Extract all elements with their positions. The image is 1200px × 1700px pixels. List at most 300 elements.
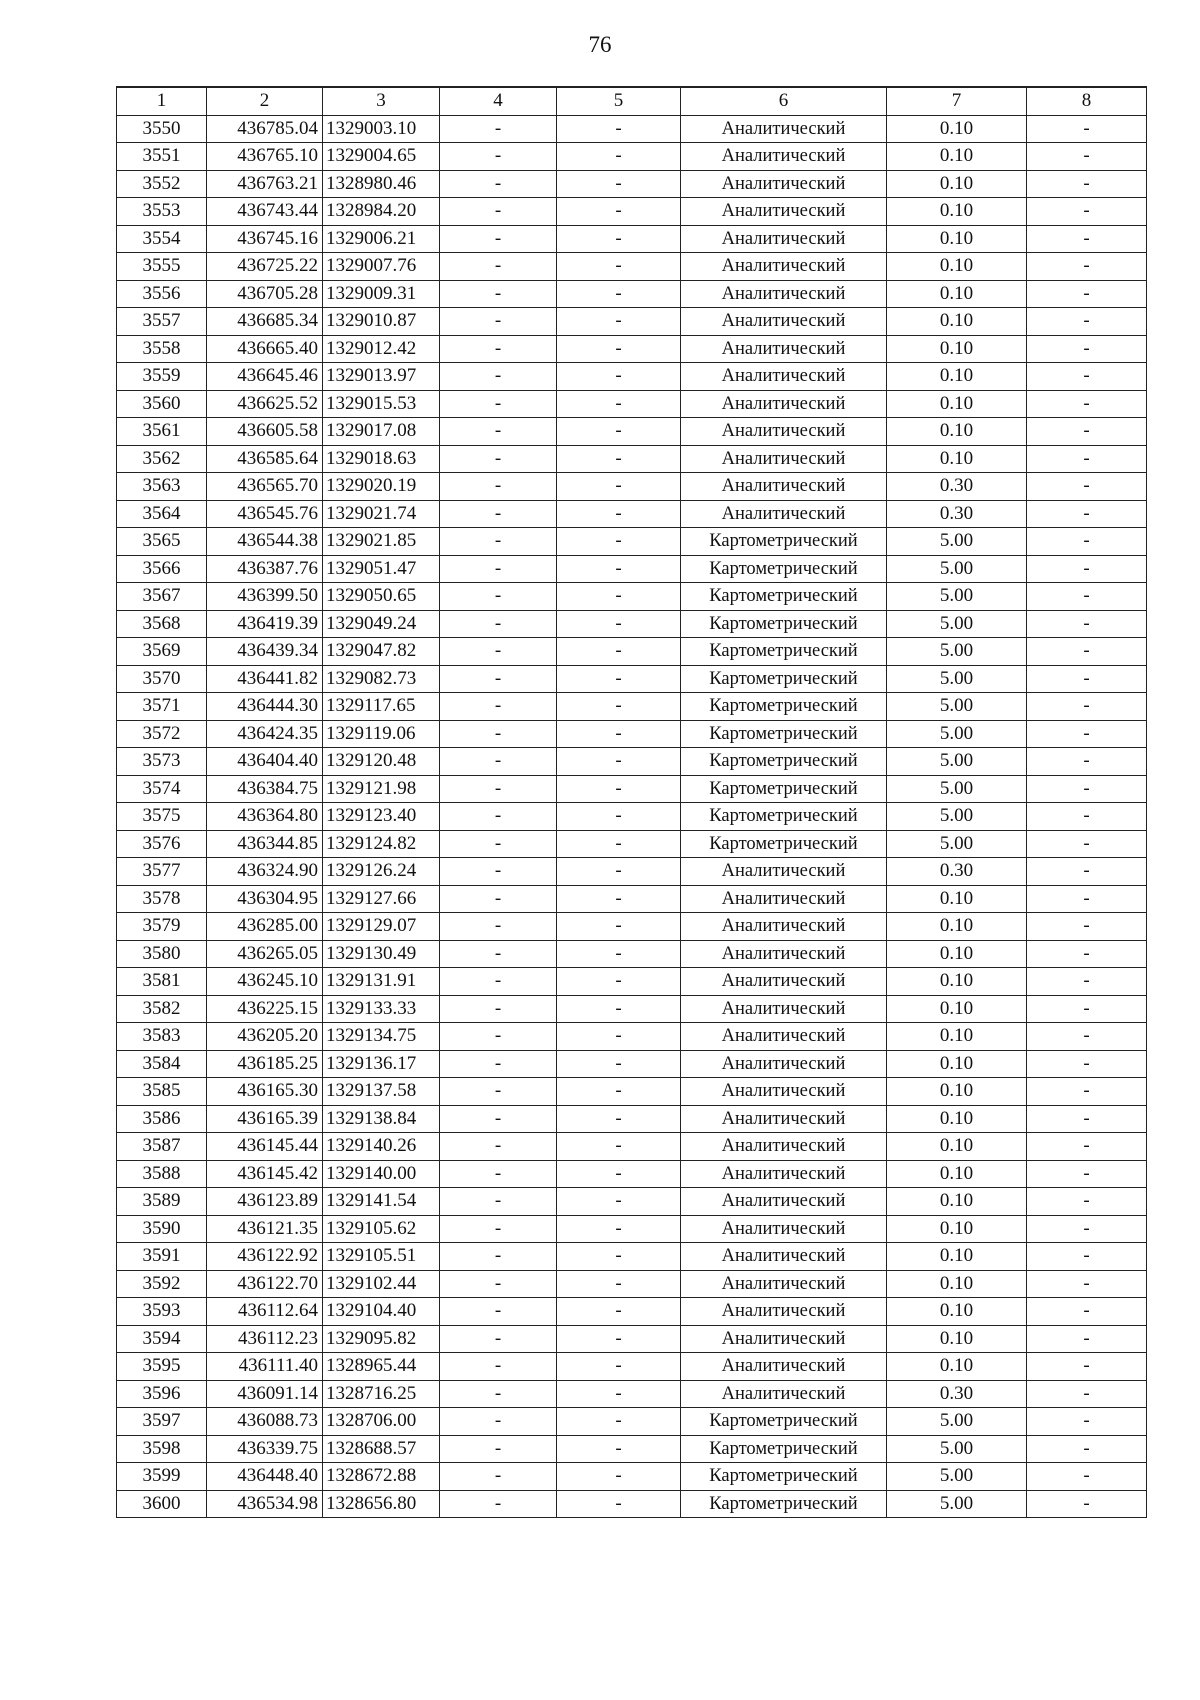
- cell-col-5: -: [557, 693, 681, 721]
- cell-coord-x: 436444.30: [207, 693, 323, 721]
- cell-col-8: -: [1027, 1105, 1147, 1133]
- cell-method: Аналитический: [681, 1353, 887, 1381]
- cell-method: Картометрический: [681, 830, 887, 858]
- table-row: [117, 583, 1147, 611]
- table-row: [117, 1435, 1147, 1463]
- cell-col-8: -: [1027, 143, 1147, 171]
- cell-method: Аналитический: [681, 1380, 887, 1408]
- cell-coord-x: 436534.98: [207, 1490, 323, 1518]
- cell-coord-y: 1329119.06: [323, 720, 440, 748]
- cell-col-5: -: [557, 445, 681, 473]
- cell-accuracy: 0.10: [887, 1133, 1027, 1161]
- cell-coord-y: 1328688.57: [323, 1435, 440, 1463]
- cell-method: Аналитический: [681, 198, 887, 226]
- table-header: [117, 87, 1147, 115]
- table-row: [117, 308, 1147, 336]
- cell-coord-x: 436111.40: [207, 1353, 323, 1381]
- cell-accuracy: 0.10: [887, 1023, 1027, 1051]
- cell-col-5: -: [557, 308, 681, 336]
- cell-col-8: -: [1027, 803, 1147, 831]
- cell-col-8: -: [1027, 500, 1147, 528]
- cell-point-number: 3581: [117, 968, 207, 996]
- table-body: [117, 115, 1147, 1518]
- cell-col-8: -: [1027, 858, 1147, 886]
- cell-coord-x: 436605.58: [207, 418, 323, 446]
- cell-coord-x: 436785.04: [207, 115, 323, 143]
- cell-col-5: -: [557, 528, 681, 556]
- cell-col-5: -: [557, 253, 681, 281]
- cell-point-number: 3600: [117, 1490, 207, 1518]
- cell-col-5: -: [557, 885, 681, 913]
- cell-accuracy: 0.10: [887, 308, 1027, 336]
- cell-coord-x: 436387.76: [207, 555, 323, 583]
- table-row: [117, 1160, 1147, 1188]
- cell-col-4: -: [440, 1298, 557, 1326]
- cell-coord-y: 1329141.54: [323, 1188, 440, 1216]
- cell-col-4: -: [440, 1380, 557, 1408]
- cell-col-5: -: [557, 1490, 681, 1518]
- table-row: [117, 418, 1147, 446]
- cell-col-8: -: [1027, 995, 1147, 1023]
- cell-point-number: 3566: [117, 555, 207, 583]
- cell-coord-x: 436091.14: [207, 1380, 323, 1408]
- column-header-7: 7: [887, 87, 1027, 115]
- cell-point-number: 3555: [117, 253, 207, 281]
- cell-col-8: -: [1027, 693, 1147, 721]
- cell-method: Картометрический: [681, 555, 887, 583]
- cell-col-8: -: [1027, 1078, 1147, 1106]
- cell-coord-y: 1329017.08: [323, 418, 440, 446]
- cell-point-number: 3556: [117, 280, 207, 308]
- cell-method: Аналитический: [681, 115, 887, 143]
- cell-coord-x: 436705.28: [207, 280, 323, 308]
- cell-coord-y: 1329009.31: [323, 280, 440, 308]
- cell-col-8: -: [1027, 335, 1147, 363]
- cell-coord-y: 1329123.40: [323, 803, 440, 831]
- cell-coord-x: 436344.85: [207, 830, 323, 858]
- cell-col-5: -: [557, 1325, 681, 1353]
- cell-point-number: 3562: [117, 445, 207, 473]
- table-row: [117, 1270, 1147, 1298]
- cell-col-5: -: [557, 665, 681, 693]
- cell-col-4: -: [440, 885, 557, 913]
- cell-col-5: -: [557, 1133, 681, 1161]
- cell-method: Аналитический: [681, 308, 887, 336]
- cell-col-8: -: [1027, 170, 1147, 198]
- cell-col-8: -: [1027, 115, 1147, 143]
- cell-col-4: -: [440, 610, 557, 638]
- cell-coord-x: 436565.70: [207, 473, 323, 501]
- cell-coord-y: 1329049.24: [323, 610, 440, 638]
- cell-method: Аналитический: [681, 1298, 887, 1326]
- cell-col-5: -: [557, 775, 681, 803]
- cell-accuracy: 5.00: [887, 775, 1027, 803]
- table-row: [117, 1463, 1147, 1491]
- cell-coord-y: 1328980.46: [323, 170, 440, 198]
- header-row: [117, 87, 1147, 115]
- cell-method: Аналитический: [681, 940, 887, 968]
- cell-method: Картометрический: [681, 775, 887, 803]
- cell-point-number: 3565: [117, 528, 207, 556]
- cell-point-number: 3576: [117, 830, 207, 858]
- cell-point-number: 3591: [117, 1243, 207, 1271]
- page-number: 76: [588, 32, 612, 57]
- cell-point-number: 3577: [117, 858, 207, 886]
- cell-col-5: -: [557, 638, 681, 666]
- cell-point-number: 3583: [117, 1023, 207, 1051]
- cell-coord-x: 436765.10: [207, 143, 323, 171]
- cell-method: Аналитический: [681, 335, 887, 363]
- cell-method: Картометрический: [681, 528, 887, 556]
- cell-col-4: -: [440, 143, 557, 171]
- cell-coord-y: 1329130.49: [323, 940, 440, 968]
- cell-coord-y: 1329104.40: [323, 1298, 440, 1326]
- cell-accuracy: 0.10: [887, 280, 1027, 308]
- cell-coord-x: 436324.90: [207, 858, 323, 886]
- cell-method: Аналитический: [681, 1243, 887, 1271]
- cell-method: Аналитический: [681, 1133, 887, 1161]
- table-row: [117, 473, 1147, 501]
- cell-coord-y: 1329021.74: [323, 500, 440, 528]
- cell-coord-x: 436185.25: [207, 1050, 323, 1078]
- cell-accuracy: 0.10: [887, 143, 1027, 171]
- cell-accuracy: 5.00: [887, 555, 1027, 583]
- table-row: [117, 445, 1147, 473]
- cell-coord-y: 1329006.21: [323, 225, 440, 253]
- cell-col-4: -: [440, 1023, 557, 1051]
- cell-col-4: -: [440, 198, 557, 226]
- cell-accuracy: 5.00: [887, 1463, 1027, 1491]
- cell-accuracy: 0.10: [887, 1050, 1027, 1078]
- cell-coord-x: 436165.39: [207, 1105, 323, 1133]
- cell-coord-y: 1329095.82: [323, 1325, 440, 1353]
- table-row: [117, 198, 1147, 226]
- cell-col-8: -: [1027, 913, 1147, 941]
- table-row: [117, 1105, 1147, 1133]
- cell-col-5: -: [557, 1188, 681, 1216]
- cell-coord-x: 436424.35: [207, 720, 323, 748]
- cell-col-5: -: [557, 1215, 681, 1243]
- cell-coord-x: 436145.44: [207, 1133, 323, 1161]
- cell-col-5: -: [557, 913, 681, 941]
- cell-col-4: -: [440, 1133, 557, 1161]
- cell-coord-y: 1328672.88: [323, 1463, 440, 1491]
- cell-accuracy: 0.10: [887, 913, 1027, 941]
- cell-col-4: -: [440, 390, 557, 418]
- cell-coord-y: 1329010.87: [323, 308, 440, 336]
- cell-coord-y: 1329050.65: [323, 583, 440, 611]
- cell-coord-x: 436165.30: [207, 1078, 323, 1106]
- cell-accuracy: 5.00: [887, 693, 1027, 721]
- cell-col-5: -: [557, 1298, 681, 1326]
- cell-accuracy: 0.10: [887, 885, 1027, 913]
- cell-coord-x: 436225.15: [207, 995, 323, 1023]
- cell-col-8: -: [1027, 1215, 1147, 1243]
- cell-col-5: -: [557, 1160, 681, 1188]
- cell-col-4: -: [440, 1353, 557, 1381]
- column-header-2: 2: [207, 87, 323, 115]
- cell-coord-x: 436743.44: [207, 198, 323, 226]
- cell-col-8: -: [1027, 1353, 1147, 1381]
- table-row: [117, 803, 1147, 831]
- table-row: [117, 335, 1147, 363]
- cell-coord-x: 436123.89: [207, 1188, 323, 1216]
- table-row: [117, 363, 1147, 391]
- cell-method: Картометрический: [681, 583, 887, 611]
- cell-point-number: 3551: [117, 143, 207, 171]
- table-row: [117, 390, 1147, 418]
- table-row: [117, 638, 1147, 666]
- cell-col-8: -: [1027, 665, 1147, 693]
- table-row: [117, 1050, 1147, 1078]
- cell-point-number: 3585: [117, 1078, 207, 1106]
- cell-coord-x: 436441.82: [207, 665, 323, 693]
- cell-col-5: -: [557, 198, 681, 226]
- cell-col-5: -: [557, 225, 681, 253]
- cell-coord-x: 436265.05: [207, 940, 323, 968]
- cell-col-4: -: [440, 830, 557, 858]
- cell-accuracy: 5.00: [887, 748, 1027, 776]
- cell-point-number: 3571: [117, 693, 207, 721]
- cell-point-number: 3569: [117, 638, 207, 666]
- cell-col-4: -: [440, 1463, 557, 1491]
- cell-coord-x: 436439.34: [207, 638, 323, 666]
- cell-method: Аналитический: [681, 280, 887, 308]
- table-row: [117, 115, 1147, 143]
- cell-accuracy: 5.00: [887, 528, 1027, 556]
- cell-point-number: 3561: [117, 418, 207, 446]
- cell-point-number: 3573: [117, 748, 207, 776]
- cell-accuracy: 0.10: [887, 1105, 1027, 1133]
- cell-col-4: -: [440, 803, 557, 831]
- cell-col-4: -: [440, 1105, 557, 1133]
- cell-col-5: -: [557, 1435, 681, 1463]
- cell-col-8: -: [1027, 1380, 1147, 1408]
- cell-point-number: 3587: [117, 1133, 207, 1161]
- cell-coord-y: 1329138.84: [323, 1105, 440, 1133]
- cell-col-8: -: [1027, 280, 1147, 308]
- cell-method: Картометрический: [681, 693, 887, 721]
- cell-col-5: -: [557, 610, 681, 638]
- cell-point-number: 3575: [117, 803, 207, 831]
- cell-col-8: -: [1027, 940, 1147, 968]
- table-row: [117, 1133, 1147, 1161]
- cell-accuracy: 5.00: [887, 610, 1027, 638]
- cell-col-8: -: [1027, 720, 1147, 748]
- cell-accuracy: 0.10: [887, 390, 1027, 418]
- cell-coord-y: 1329121.98: [323, 775, 440, 803]
- cell-col-4: -: [440, 940, 557, 968]
- cell-point-number: 3595: [117, 1353, 207, 1381]
- cell-coord-y: 1329013.97: [323, 363, 440, 391]
- cell-col-4: -: [440, 335, 557, 363]
- table-row: [117, 775, 1147, 803]
- cell-accuracy: 5.00: [887, 830, 1027, 858]
- cell-col-8: -: [1027, 1490, 1147, 1518]
- cell-coord-y: 1328706.00: [323, 1408, 440, 1436]
- cell-accuracy: 0.10: [887, 1160, 1027, 1188]
- cell-accuracy: 0.10: [887, 1298, 1027, 1326]
- cell-coord-y: 1329124.82: [323, 830, 440, 858]
- cell-accuracy: 0.30: [887, 473, 1027, 501]
- cell-point-number: 3593: [117, 1298, 207, 1326]
- cell-col-8: -: [1027, 1050, 1147, 1078]
- cell-point-number: 3594: [117, 1325, 207, 1353]
- cell-point-number: 3588: [117, 1160, 207, 1188]
- cell-col-5: -: [557, 115, 681, 143]
- cell-coord-x: 436285.00: [207, 913, 323, 941]
- cell-coord-x: 436245.10: [207, 968, 323, 996]
- cell-col-8: -: [1027, 363, 1147, 391]
- cell-col-5: -: [557, 1353, 681, 1381]
- cell-method: Аналитический: [681, 225, 887, 253]
- table-row: [117, 1243, 1147, 1271]
- cell-accuracy: 5.00: [887, 1408, 1027, 1436]
- table-row: [117, 1188, 1147, 1216]
- cell-col-4: -: [440, 418, 557, 446]
- cell-col-8: -: [1027, 473, 1147, 501]
- cell-col-5: -: [557, 1463, 681, 1491]
- cell-method: Аналитический: [681, 170, 887, 198]
- cell-method: Аналитический: [681, 418, 887, 446]
- cell-col-5: -: [557, 748, 681, 776]
- cell-coord-y: 1329134.75: [323, 1023, 440, 1051]
- cell-col-5: -: [557, 940, 681, 968]
- cell-col-4: -: [440, 170, 557, 198]
- cell-method: Картометрический: [681, 665, 887, 693]
- cell-point-number: 3599: [117, 1463, 207, 1491]
- cell-coord-y: 1329003.10: [323, 115, 440, 143]
- cell-coord-y: 1329007.76: [323, 253, 440, 281]
- cell-accuracy: 0.10: [887, 1353, 1027, 1381]
- column-header-4: 4: [440, 87, 557, 115]
- cell-accuracy: 0.10: [887, 968, 1027, 996]
- cell-col-5: -: [557, 583, 681, 611]
- cell-col-8: -: [1027, 418, 1147, 446]
- cell-coord-y: 1329004.65: [323, 143, 440, 171]
- cell-coord-y: 1329102.44: [323, 1270, 440, 1298]
- cell-col-4: -: [440, 445, 557, 473]
- cell-method: Аналитический: [681, 968, 887, 996]
- table-row: [117, 913, 1147, 941]
- cell-col-4: -: [440, 1325, 557, 1353]
- cell-col-5: -: [557, 555, 681, 583]
- cell-coord-y: 1329105.51: [323, 1243, 440, 1271]
- cell-accuracy: 0.10: [887, 225, 1027, 253]
- cell-coord-x: 436384.75: [207, 775, 323, 803]
- cell-coord-x: 436763.21: [207, 170, 323, 198]
- cell-col-5: -: [557, 830, 681, 858]
- cell-col-5: -: [557, 1243, 681, 1271]
- cell-col-8: -: [1027, 1298, 1147, 1326]
- cell-point-number: 3559: [117, 363, 207, 391]
- cell-method: Аналитический: [681, 1023, 887, 1051]
- cell-col-5: -: [557, 500, 681, 528]
- cell-method: Аналитический: [681, 473, 887, 501]
- cell-accuracy: 0.10: [887, 170, 1027, 198]
- cell-coord-x: 436122.92: [207, 1243, 323, 1271]
- cell-accuracy: 5.00: [887, 583, 1027, 611]
- cell-coord-y: 1329117.65: [323, 693, 440, 721]
- cell-coord-y: 1329015.53: [323, 390, 440, 418]
- cell-point-number: 3563: [117, 473, 207, 501]
- cell-method: Картометрический: [681, 720, 887, 748]
- cell-col-5: -: [557, 363, 681, 391]
- cell-coord-x: 436121.35: [207, 1215, 323, 1243]
- cell-col-4: -: [440, 1270, 557, 1298]
- table-row: [117, 665, 1147, 693]
- cell-method: Аналитический: [681, 1160, 887, 1188]
- cell-method: Аналитический: [681, 1325, 887, 1353]
- cell-coord-x: 436725.22: [207, 253, 323, 281]
- cell-accuracy: 0.10: [887, 198, 1027, 226]
- cell-point-number: 3553: [117, 198, 207, 226]
- table-row: [117, 1408, 1147, 1436]
- cell-col-4: -: [440, 1078, 557, 1106]
- cell-accuracy: 0.30: [887, 1380, 1027, 1408]
- cell-point-number: 3557: [117, 308, 207, 336]
- table-row: [117, 1325, 1147, 1353]
- table-row: [117, 1215, 1147, 1243]
- cell-method: Аналитический: [681, 390, 887, 418]
- cell-point-number: 3578: [117, 885, 207, 913]
- cell-coord-y: 1329136.17: [323, 1050, 440, 1078]
- cell-col-4: -: [440, 1188, 557, 1216]
- cell-col-4: -: [440, 308, 557, 336]
- cell-col-4: -: [440, 583, 557, 611]
- cell-method: Картометрический: [681, 1435, 887, 1463]
- column-header-3: 3: [323, 87, 440, 115]
- cell-coord-y: 1329120.48: [323, 748, 440, 776]
- table-row: [117, 280, 1147, 308]
- cell-col-4: -: [440, 995, 557, 1023]
- cell-coord-x: 436745.16: [207, 225, 323, 253]
- cell-accuracy: 0.30: [887, 858, 1027, 886]
- cell-col-4: -: [440, 1435, 557, 1463]
- cell-col-8: -: [1027, 1160, 1147, 1188]
- cell-col-8: -: [1027, 1270, 1147, 1298]
- cell-method: Картометрический: [681, 748, 887, 776]
- cell-coord-x: 436122.70: [207, 1270, 323, 1298]
- cell-col-8: -: [1027, 445, 1147, 473]
- cell-point-number: 3570: [117, 665, 207, 693]
- cell-point-number: 3584: [117, 1050, 207, 1078]
- cell-coord-y: 1329020.19: [323, 473, 440, 501]
- table-row: [117, 143, 1147, 171]
- cell-coord-y: 1329126.24: [323, 858, 440, 886]
- cell-col-5: -: [557, 968, 681, 996]
- cell-method: Картометрический: [681, 1463, 887, 1491]
- table-row: [117, 858, 1147, 886]
- table-row: [117, 610, 1147, 638]
- cell-coord-y: 1328965.44: [323, 1353, 440, 1381]
- cell-point-number: 3568: [117, 610, 207, 638]
- cell-col-8: -: [1027, 885, 1147, 913]
- cell-col-8: -: [1027, 1023, 1147, 1051]
- cell-col-4: -: [440, 665, 557, 693]
- cell-col-5: -: [557, 803, 681, 831]
- cell-col-4: -: [440, 1050, 557, 1078]
- cell-col-8: -: [1027, 1435, 1147, 1463]
- cell-col-8: -: [1027, 610, 1147, 638]
- column-header-5: 5: [557, 87, 681, 115]
- cell-coord-x: 436404.40: [207, 748, 323, 776]
- cell-col-4: -: [440, 693, 557, 721]
- cell-point-number: 3552: [117, 170, 207, 198]
- cell-col-5: -: [557, 720, 681, 748]
- cell-method: Аналитический: [681, 995, 887, 1023]
- table-row: [117, 500, 1147, 528]
